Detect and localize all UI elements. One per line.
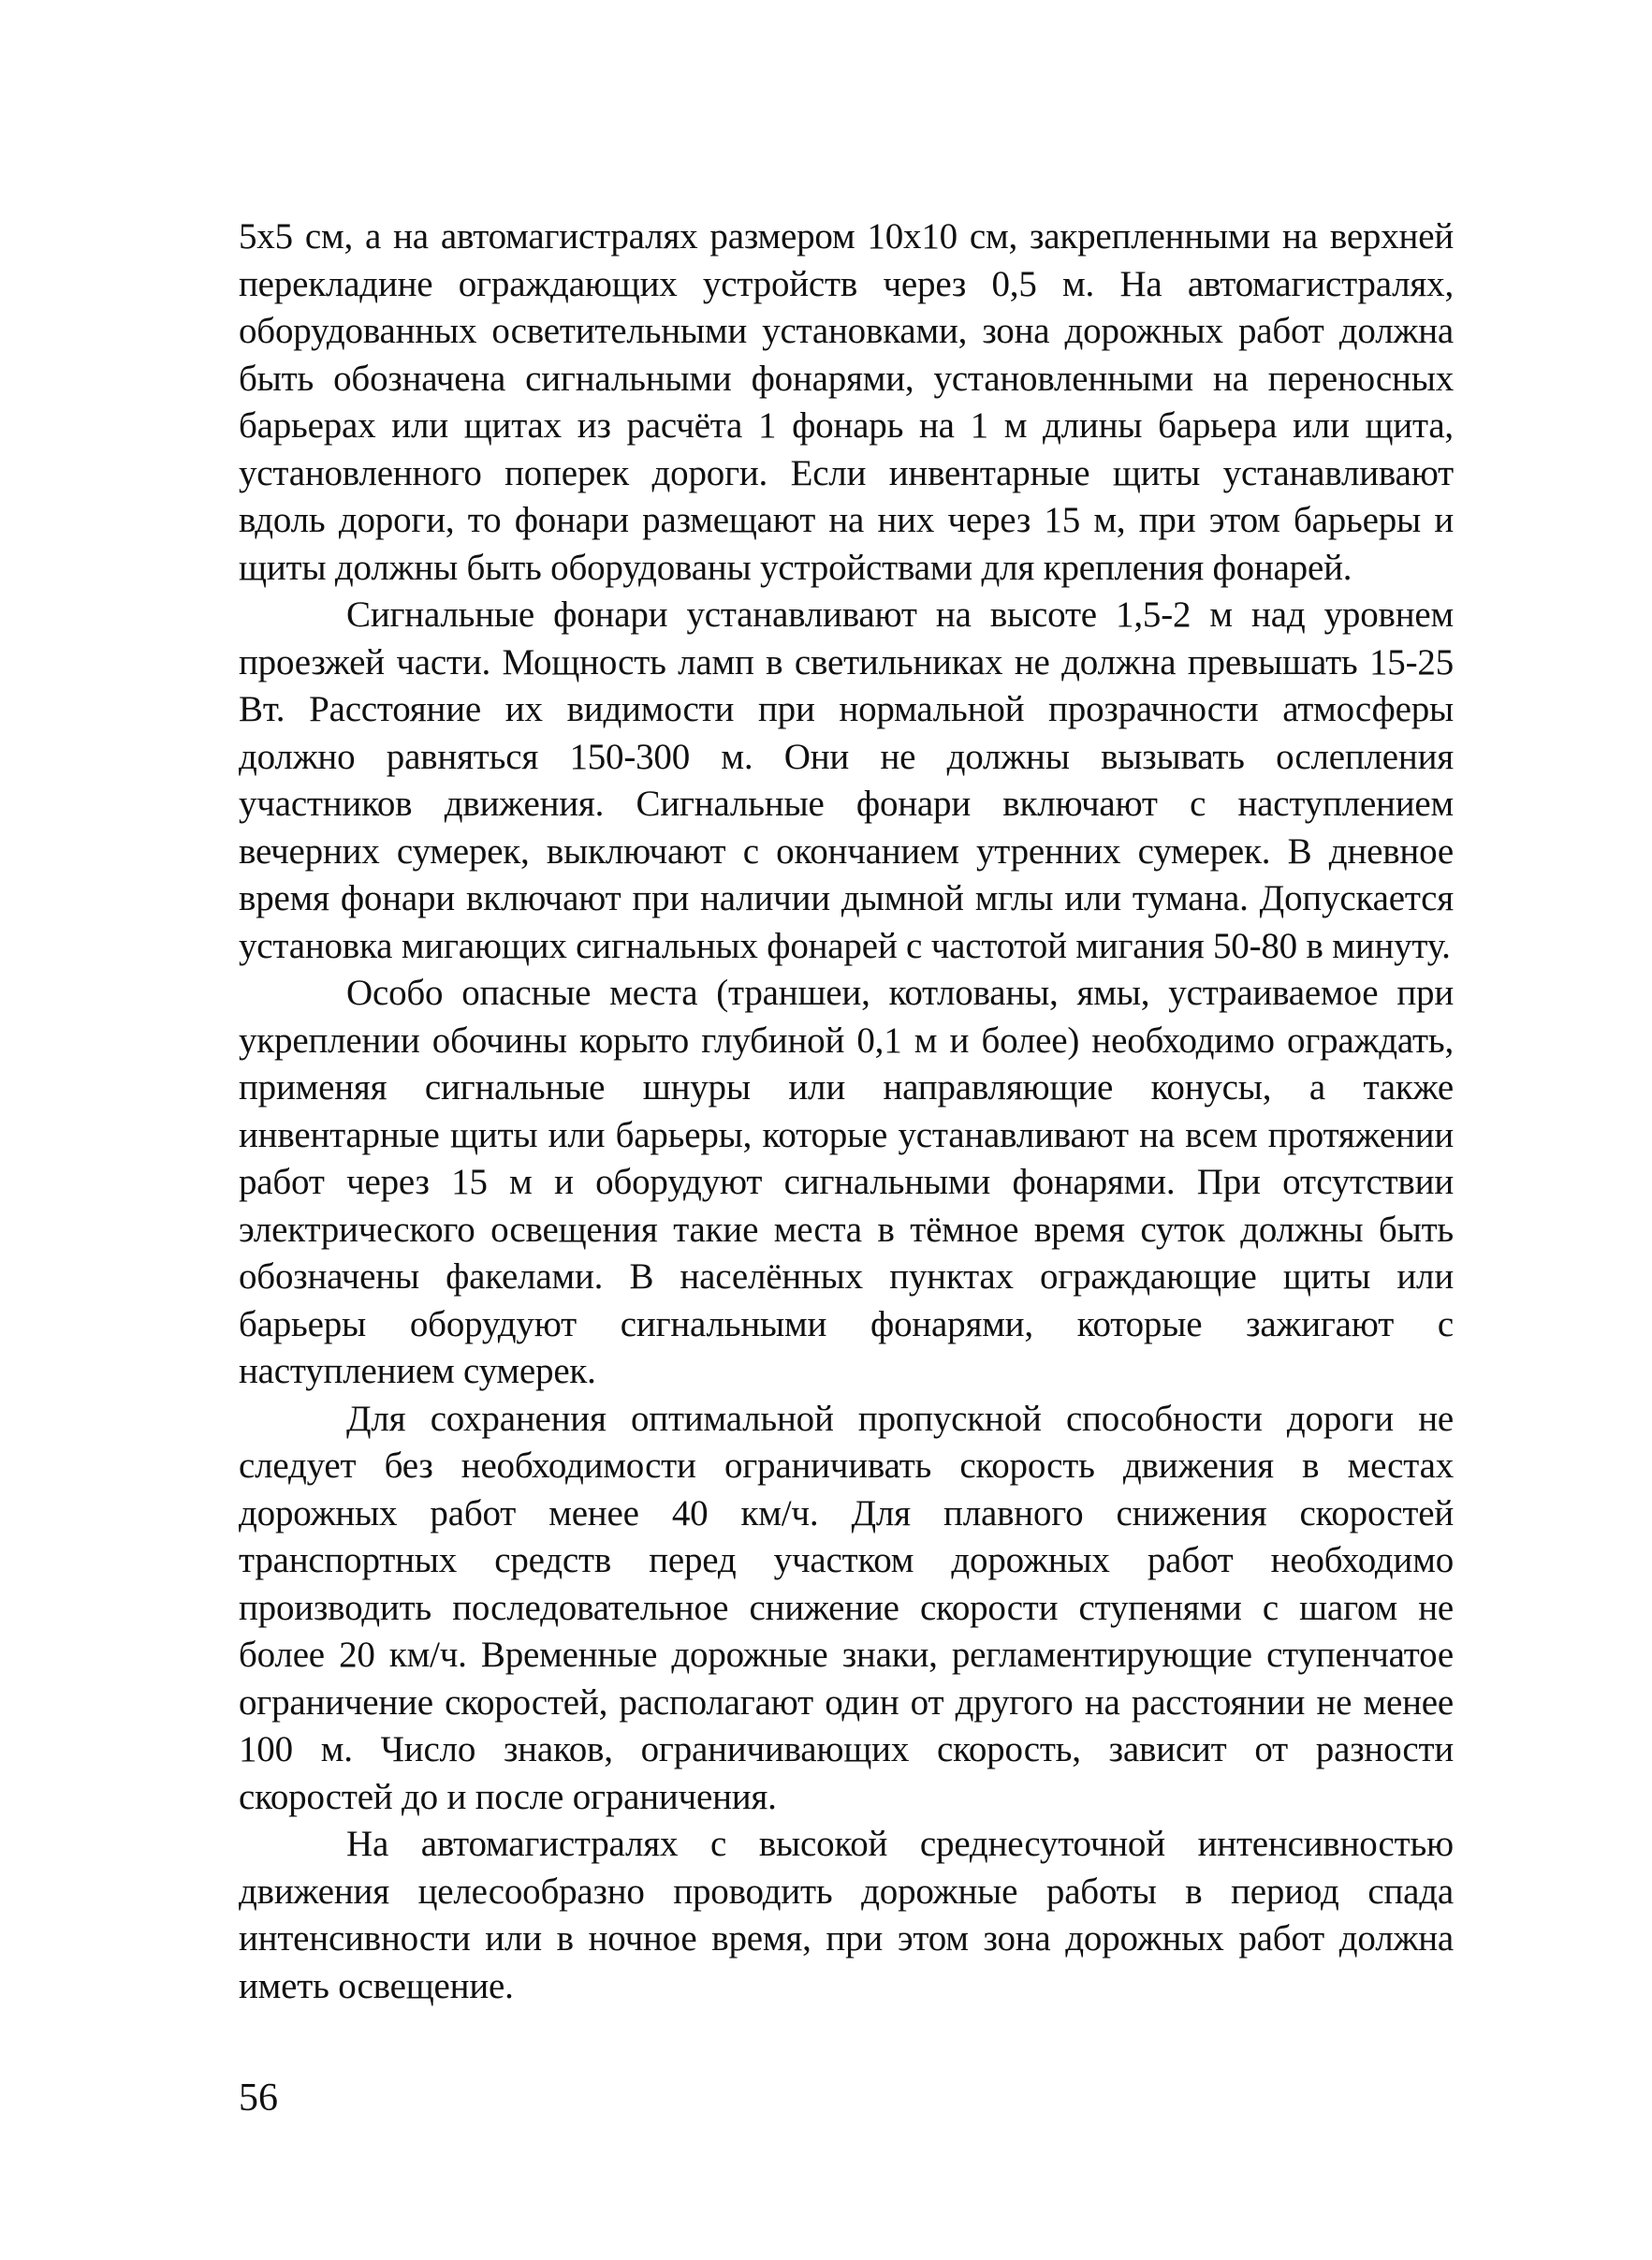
paragraph-4: Для сохранения оптимальной пропускной способности дороги не следует без необходимости ограничивать скорость движения в местах дорожных работ менее 40 км/ч. Для плавного снижения скоростей транспортных средств перед участком дорожных работ необходимо производить последовательное снижение скорости ступенями с шагом не более 20 км/ч. Временные дорожные знаки, регламентирующие ступенчатое ограничение скоростей, располагают один от другого на расстоянии не менее 100 м. Число знаков, ограничивающих скорость, зависит от разности скоростей до и после ограничения. xyxy=(239,1398,1454,1817)
paragraph-1: 5x5 см, а на автомагистралях размером 10x10 см, закрепленными на верхней перекладине ограждающих устройств через 0,5 м. На автомагистралях, оборудованных осветительными установками, зона дорожных работ должна быть обозначена сигнальными фонарями, установленными на переносных барьерах или щитах из расчёта 1 фонарь на 1 м длины барьера или щита, установленного поперек дороги. Если инвентарные щиты устанавливают вдоль дороги, то фонари размещают на них через 15 м, при этом барьеры и щиты должны быть оборудованы устройствами для крепления фонарей. xyxy=(239,216,1454,588)
page-body xyxy=(239,213,1454,2010)
paragraph-2: Сигнальные фонари устанавливают на высоте 1,5-2 м над уровнем проезжей части. Мощность ламп в светильниках не должна превышать 15-25 Вт. Расстояние их видимости при нормальной прозрачности атмосферы должно равняться 150-300 м. Они не должны вызывать ослепления участников движения. Сигнальные фонари включают с наступлением вечерних сумерек, выключают с окончанием утренних сумерек. В дневное время фонари включают при наличии дымной мглы или тумана. Допускается установка мигающих сигнальных фонарей с частотой мигания 50-80 в минуту. xyxy=(239,594,1454,966)
page-number: 56 xyxy=(239,2077,278,2120)
paragraph-5: На автомагистралях с высокой среднесуточной интенсивностью движения целесообразно проводить дорожные работы в период спада интенсивности или в ночное время, при этом зона дорожных работ должна иметь освещение. xyxy=(239,1824,1454,2006)
paragraph-3: Особо опасные места (траншеи, котлованы, ямы, устраиваемое при укреплении обочины корыто глубиной 0,1 м и более) необходимо ограждать, применяя сигнальные шнуры или направляющие конусы, а также инвентарные щиты или барьеры, которые устанавливают на всем протяжении работ через 15 м и оборудуют сигнальными фонарями. При отсутствии электрического освещения такие места в тёмное время суток должны быть обозначены факелами. В населённых пунктах ограждающие щиты или барьеры оборудуют сигнальными фонарями, которые зажигают с наступлением сумерек. xyxy=(239,973,1454,1391)
